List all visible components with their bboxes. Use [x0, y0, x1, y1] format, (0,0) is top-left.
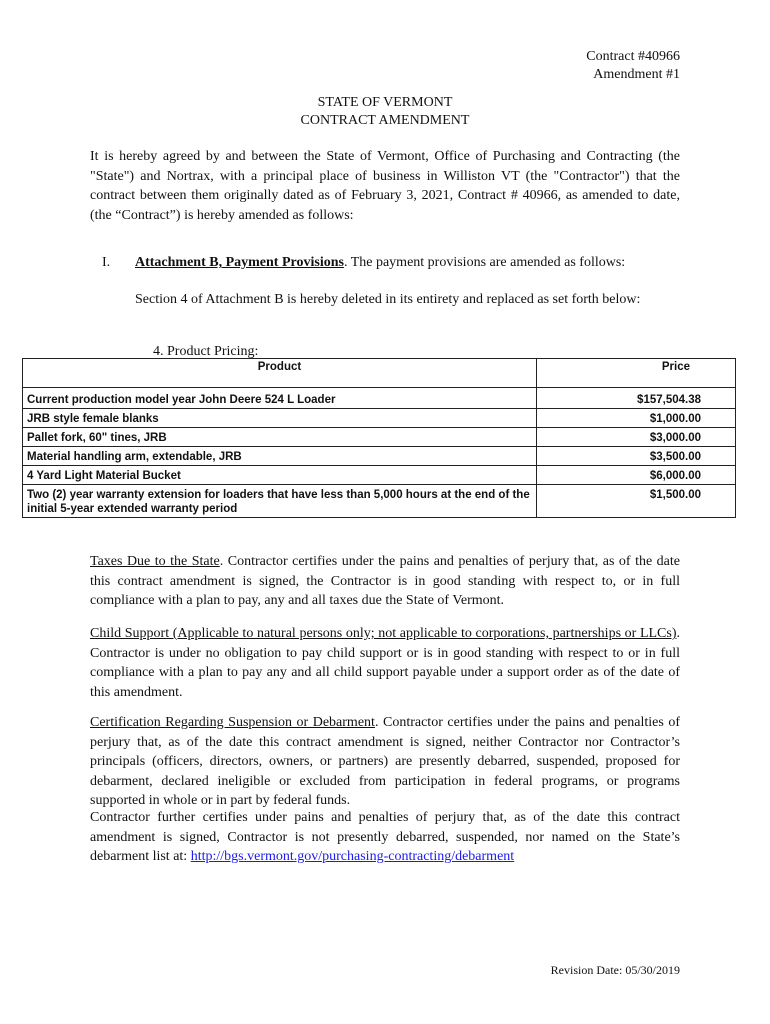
table-row: [23, 466, 736, 485]
intro-paragraph: It is hereby agreed by and between the State of Vermont, Office of Purchasing and Contracting (the "State") and Nortrax, with a principal place of business in Williston VT (the "Contractor") that the contract between them originally dated as of February 3, 2021, Contract # 40966, as amended to date, (the “Contract”) is hereby amended as follows:: [90, 149, 680, 223]
table-row: [23, 447, 736, 466]
debarment-link[interactable]: http://bgs.vermont.gov/purchasing-contracting/debarment: [190, 849, 515, 864]
title-line-1: STATE OF VERMONT: [317, 95, 453, 110]
product-cell: 4 Yard Light Material Bucket: [23, 466, 537, 485]
title-line-2: CONTRACT AMENDMENT: [300, 113, 470, 128]
section-body: Section 4 of Attachment B is hereby deleted in its entirety and replaced as set forth below:: [135, 292, 641, 307]
taxes-paragraph: [90, 552, 680, 611]
price-cell: $157,504.38: [537, 388, 736, 409]
section-heading: [135, 255, 625, 271]
child-support-paragraph: [90, 624, 680, 702]
price-cell: $3,000.00: [537, 428, 736, 447]
section-heading-title: Attachment B, Payment Provisions: [135, 255, 344, 270]
amendment-number: Amendment #1: [593, 67, 680, 82]
pricing-label: 4. Product Pricing:: [153, 344, 259, 359]
price-cell: $6,000.00: [537, 466, 736, 485]
pricing-table: [22, 358, 736, 518]
taxes-body: . Contractor certifies under the pains and penalties of perjury that, as of the date this contract amendment is signed, the Contractor is in good standing with respect to, or in full compliance with a plan to pay, any and all taxes due the State of Vermont.: [90, 554, 680, 608]
revision-date: Revision Date: 05/30/2019: [550, 963, 680, 977]
further-body: Contractor further certifies under pains and penalties of perjury that, as of the date this contract amendment is signed, Contractor is not presently debarred, suspended, nor named on the State’s debarment list at:: [90, 810, 680, 864]
debarment-heading: Certification Regarding Suspension or Debarment: [90, 715, 375, 730]
section-numeral: I.: [102, 255, 111, 270]
taxes-heading: Taxes Due to the State: [90, 554, 220, 569]
table-row: [23, 409, 736, 428]
table-row: [23, 485, 736, 518]
header-price: Price: [537, 359, 736, 388]
header-product: Product: [23, 359, 537, 388]
price-cell: $1,500.00: [537, 485, 736, 518]
product-cell: Current production model year John Deere 524 L Loader: [23, 388, 537, 409]
table-row: [23, 388, 736, 409]
contract-header: [586, 48, 680, 84]
debarment-paragraph: [90, 713, 680, 811]
product-cell: JRB style female blanks: [23, 409, 537, 428]
product-cell: Pallet fork, 60" tines, JRB: [23, 428, 537, 447]
section-heading-rest: . The payment provisions are amended as follows:: [343, 255, 626, 270]
contract-number: Contract #40966: [586, 49, 680, 64]
price-cell: $1,000.00: [537, 409, 736, 428]
product-cell: Material handling arm, extendable, JRB: [23, 447, 537, 466]
debarment-body: . Contractor certifies under the pains and penalties of perjury that, as of the date this contract amendment is signed, neither Contractor nor Contractor’s principals (officers, directors, owners, or partners) are presently debarred, suspended, proposed for debarment, declared ineligible or excluded from participation in federal programs, or programs supported in whole or in part by federal funds.: [90, 715, 680, 808]
product-cell: Two (2) year warranty extension for loaders that have less than 5,000 hours at the end of the initial 5-year extended warranty period: [23, 485, 537, 518]
price-cell: $3,500.00: [537, 447, 736, 466]
child-support-heading: Child Support (Applicable to natural persons only; not applicable to corporations, partnerships or LLCs): [90, 626, 677, 641]
table-row: [23, 428, 736, 447]
document-title: [0, 94, 770, 130]
child-support-body: . Contractor is under no obligation to pay child support or is in good standing with respect to or in full compliance with a plan to pay any and all child support payable under a support order as of the date of this amendment.: [90, 626, 680, 700]
further-paragraph: [90, 808, 680, 867]
